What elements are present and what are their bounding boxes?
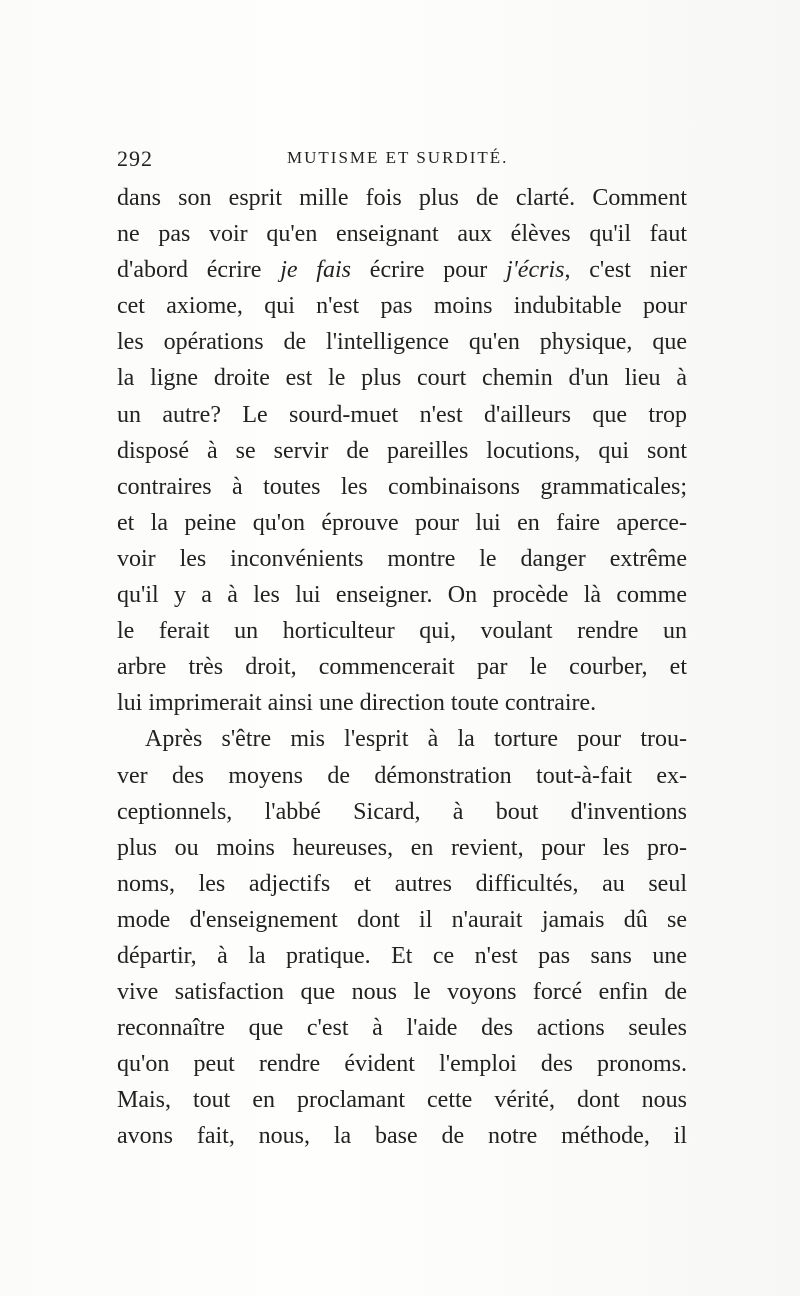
italic-phrase: j'écris <box>506 257 565 284</box>
text-line: contraires à toutes les combinaisons grammaticales; <box>117 473 687 500</box>
text-line: départir, à la pratique. Et ce n'est pas sans une <box>117 942 687 969</box>
text-line-with-italics <box>117 252 687 288</box>
text-line: vive satisfaction que nous le voyons forcé enfin de <box>117 979 687 1006</box>
text-line: avons fait, nous, la base de notre méthode, il <box>117 1123 687 1150</box>
text-line: disposé à se servir de pareilles locutions, qui sont <box>117 437 687 464</box>
text-line: qu'on peut rendre évident l'emploi des pronoms. <box>117 1051 687 1078</box>
text-line: plus ou moins heureuses, en revient, pour les pro- <box>117 834 687 861</box>
italic-phrase: je fais <box>280 257 351 284</box>
text-line: Mais, tout en proclamant cette vérité, dont nous <box>117 1087 687 1114</box>
text-line: qu'il y a à les lui enseigner. On procède là comme <box>117 582 687 609</box>
text-line: ver des moyens de démonstration tout-à-fait ex- <box>117 762 687 789</box>
text-line: noms, les adjectifs et autres difficultés, au seul <box>117 870 687 897</box>
text-line: voir les inconvénients montre le danger extrême <box>117 545 687 572</box>
text-line: reconnaître que c'est à l'aide des actions seules <box>117 1015 687 1042</box>
text-line: la ligne droite est le plus court chemin d'un lieu à <box>117 365 687 392</box>
text-line: dans son esprit mille fois plus de clarté. Comment <box>117 185 687 211</box>
text-line: ne pas voir qu'en enseignant aux élèves qu'il faut <box>117 221 687 248</box>
text-line: le ferait un horticulteur qui, voulant rendre un <box>117 618 687 645</box>
page-header <box>117 146 687 176</box>
text-line: mode d'enseignement dont il n'aurait jamais dû se <box>117 906 687 933</box>
text-line: un autre? Le sourd-muet n'est d'ailleurs que trop <box>117 401 687 428</box>
page-number: 292 <box>117 146 153 171</box>
text-line: les opérations de l'intelligence qu'en physique, que <box>117 329 687 356</box>
running-head: MUTISME ET SURDITÉ. <box>287 148 509 167</box>
text-line: ceptionnels, l'abbé Sicard, à bout d'inventions <box>117 798 687 825</box>
text-line: et la peine qu'on éprouve pour lui en faire aperce- <box>117 509 687 536</box>
text-segment: écrire pour <box>350 257 506 284</box>
text-line: Après s'être mis l'esprit à la torture pour trou- <box>145 726 687 753</box>
text-segment: d'abord écrire <box>117 257 281 284</box>
body-text <box>117 180 687 1155</box>
text-line: cet axiome, qui n'est pas moins indubitable pour <box>117 293 687 320</box>
text-line: arbre très droit, commencerait par le courber, et <box>117 654 687 681</box>
text-line: lui imprimerait ainsi une direction toute contraire. <box>117 690 597 717</box>
text-segment: , c'est nier <box>564 257 688 284</box>
